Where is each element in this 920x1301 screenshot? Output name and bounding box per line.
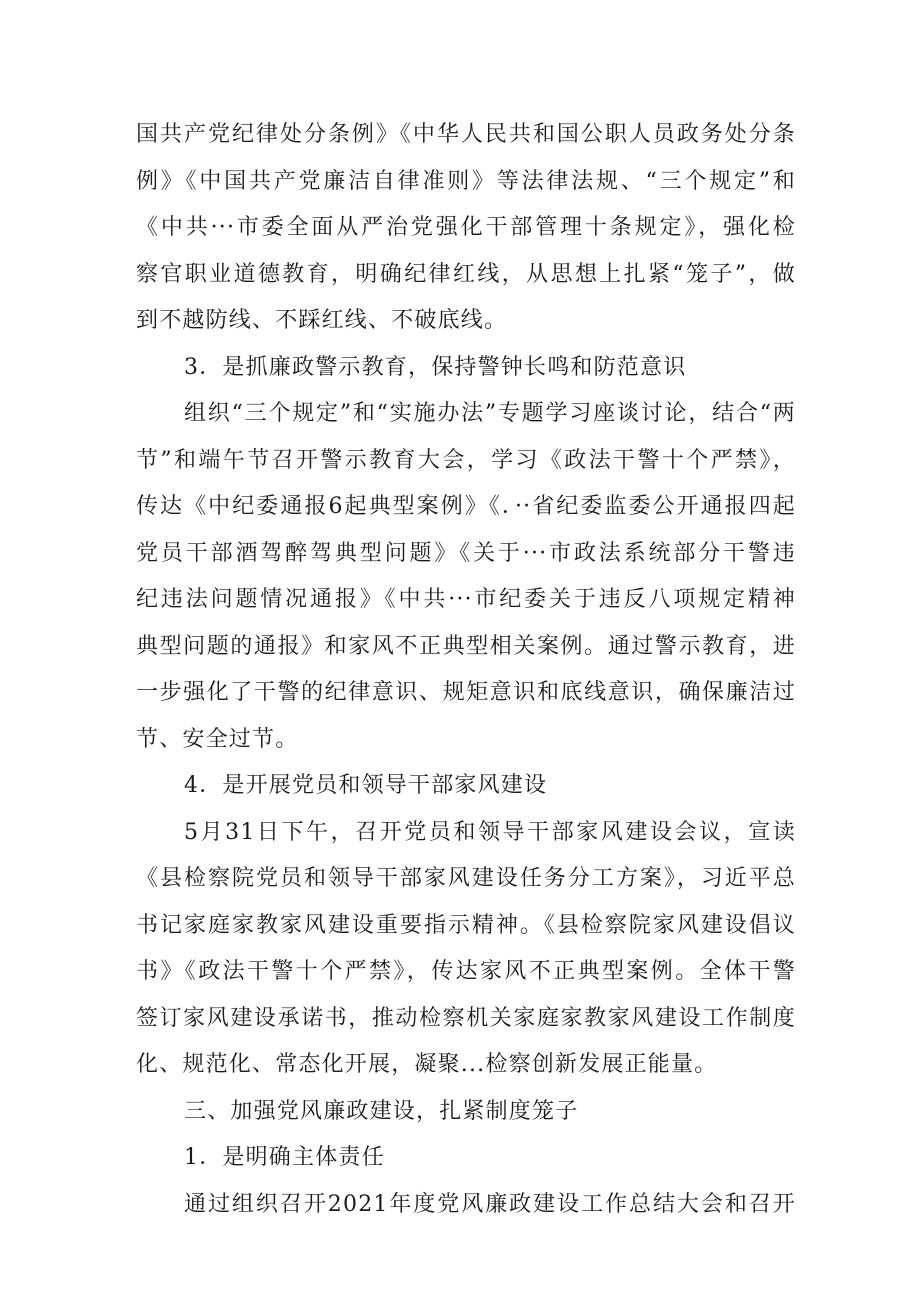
- text-line: 节”和端午节召开警示教育大会，学习《政法干警十个严禁》，: [136, 447, 796, 473]
- text-line: 5月31日下午，召开党员和领导干部家风建设会议，宣读: [184, 819, 796, 845]
- text-line: 纪违法问题情况通报》《中共···市纪委关于违反八项规定精神: [136, 587, 796, 612]
- document-page: [136, 112, 796, 1228]
- text-line: 党员干部酒驾醉驾典型问题》《关于···市政法系统部分干警违: [136, 540, 796, 566]
- text-line: 4．是开展党员和领导干部家风建设: [184, 773, 548, 798]
- text-line: 节、安全过节。: [136, 726, 299, 752]
- text-line: 《中共···市委全面从严治党强化干部管理十条规定》，强化检: [136, 215, 796, 240]
- text-line: 3．是抓廉政警示教育，保持警钟长鸣和防范意识: [184, 354, 687, 380]
- text-line: 化、规范化、常态化开展，凝聚...检察创新发展正能量。: [136, 1052, 718, 1077]
- text-line: 书记家庭家教家风建设重要指示精神。《县检察院家风建设倡议: [136, 912, 796, 938]
- text-line: 通过组织召开2021年度党风廉政建设工作总结大会和召开: [184, 1191, 796, 1217]
- text-line: 到不越防线、不踩红线、不破底线。: [136, 308, 508, 333]
- text-line: 典型问题的通报》和家风不正典型相关案例。通过警示教育，进: [136, 633, 796, 659]
- text-line: 《县检察院党员和领导干部家风建设任务分工方案》，习近平总: [136, 866, 796, 891]
- text-line: 一步强化了干警的纪律意识、规矩意识和底线意识，确保廉洁过: [136, 680, 796, 705]
- text-line: 书》《政法干警十个严禁》，传达家风不正典型案例。全体干警: [136, 959, 796, 984]
- text-line: 三、加强党风廉政建设，扎紧制度笼子: [184, 1098, 579, 1124]
- text-line: 传达《中纪委通报6起典型案例》《．··省纪委监委公开通报四起: [136, 494, 796, 519]
- text-line: 国共产党纪律处分条例》《中华人民共和国公职人员政务处分条: [136, 122, 796, 147]
- text-line: 签订家风建设承诺书，推动检察机关家庭家教家风建设工作制度: [136, 1005, 796, 1031]
- text-line: 1．是明确主体责任: [184, 1145, 385, 1170]
- text-line: 察官职业道德教育，明确纪律红线，从思想上扎紧“笼子”，做: [136, 261, 796, 287]
- text-line: 组织“三个规定”和“实施办法”专题学习座谈讨论，结合“两: [184, 401, 796, 426]
- text-line: 例》《中国共产党廉洁自律准则》等法律法规、“三个规定”和: [136, 168, 796, 194]
